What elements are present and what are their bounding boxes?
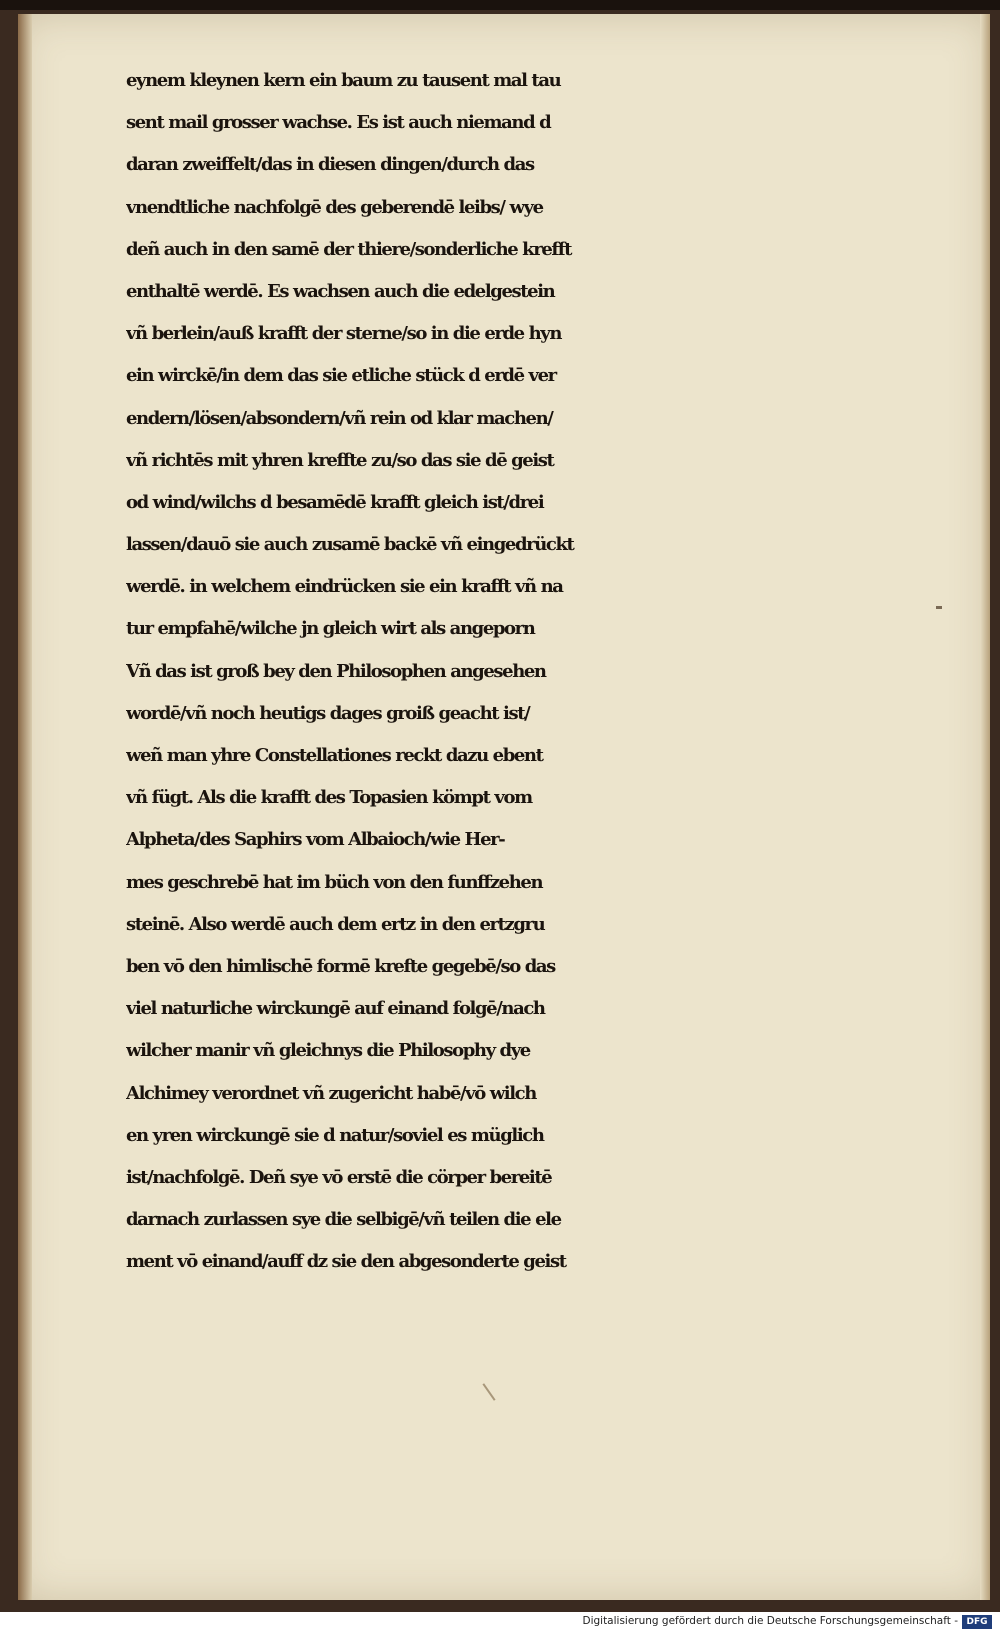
text-line: lassen/dauō sie auch zusamē backē vñ eingedrückt [126,534,574,556]
text-line: Alchimey verordnet vñ zugericht habē/vō wilch [126,1082,536,1104]
text-line: ein wirckē/in dem das sie etliche stück d erdē ver [126,365,556,387]
text-line: Alpheta/des Saphirs vom Albaioch/wie Her- [126,829,505,851]
footer-bar [0,1612,1000,1633]
text-line: eynem kleynen kern ein baum zu tausent mal tau [126,70,561,91]
digitization-credit: Digitalisierung gefördert durch die Deutsche Forschungsgemeinschaft - [582,1615,958,1627]
text-line: viel naturliche wirckungē auf einand folgē/nach [126,998,545,1020]
text-line: vnendtliche nachfolgē des geberendē leibs/ wye [126,196,543,218]
text-line: vñ richtēs mit yhren kreffte zu/so das sie dē geist [126,449,554,471]
margin-mark [936,606,942,609]
page-gutter-shadow [18,14,32,1600]
text-line: steinē. Also werdē auch dem ertz in den ertzgru [126,913,545,935]
text-line: Vñ das ist groß bey den Philosophen angesehen [126,660,546,682]
page-fore-edge [980,14,990,1600]
stray-pen-mark [482,1383,495,1401]
text-line: endern/lösen/absondern/vñ rein od klar machen/ [126,407,553,429]
dfg-logo: DFG [962,1615,992,1629]
text-line: od wind/wilchs d besamēdē krafft gleich ist/drei [126,491,544,513]
text-line: daran zweiffelt/das in diesen dingen/durch das [126,154,534,176]
text-line: mes geschrebē hat im büch von den funffzehen [126,871,543,893]
text-line: weñ man yhre Constellationes reckt dazu ebent [126,745,543,766]
text-line: wilcher manir vñ gleichnys die Philosophy dye [126,1040,530,1062]
text-line: vñ fügt. Als die krafft des Topasien kömpt vom [126,787,532,809]
text-line: wordē/vñ noch heutigs dages groiß geacht ist/ [126,702,530,724]
text-line: ment vō einand/auff dz sie den abgesonderte geist [126,1251,566,1273]
text-line: deñ auch in den samē der thiere/sonderliche krefft [126,238,571,260]
page-text-block [126,60,926,1283]
text-line: werdē. in welchem eindrücken sie ein krafft vñ na [126,576,563,598]
text-line: ist/nachfolgē. Deñ sye vō erstē die cörper bereitē [126,1166,552,1188]
text-line: vñ berlein/auß krafft der sterne/so in die erde hyn [126,323,561,345]
book-page [18,14,990,1600]
scan-top-edge [0,0,1000,10]
text-line: darnach zurlassen sye die selbigē/vñ teilen die ele [126,1209,561,1231]
text-line: ben vō den himlischē formē krefte gegebē/so das [126,955,555,977]
text-line: en yren wirckungē sie d natur/soviel es müglich [126,1124,544,1146]
text-line: sent mail grosser wachse. Es ist auch niemand d [126,112,551,134]
text-line: tur empfahē/wilche jn gleich wirt als angeporn [126,618,535,640]
text-line: enthaltē werdē. Es wachsen auch die edelgestein [126,280,555,302]
